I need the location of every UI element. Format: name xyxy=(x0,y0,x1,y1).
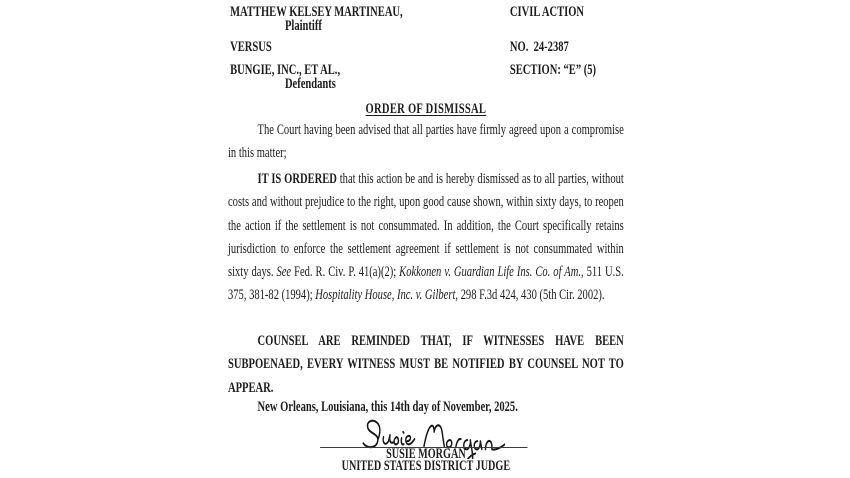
paragraph-it-is-ordered: IT IS ORDERED that this action be and is hereby dismissed as to all parties, without costs and without prejudice to the right, upon good cause shown, within sixty days, to reopen the action if the settlement is not consummated. In addition, the Court specifically retains jurisdiction to enforce the settlement agreement if settlement is not consummated within sixty days. See Fed. R. Civ. P. 41(a)(2); Kokkonen v. Guardian Life Ins. Co. of Am., 511 U.S. 375, 381-82 (1994); Hospitality House, Inc. v. Gilbert, 298 F.3d 424, 430 (5th Cir. 2002). xyxy=(228,171,624,304)
section-label: SECTION: “E” (5) xyxy=(509,62,597,78)
order-of-dismissal-document xyxy=(228,0,624,478)
defendant-role: Defendants xyxy=(284,76,336,92)
plaintiff-name: MATTHEW KELSEY MARTINEAU, xyxy=(230,4,403,20)
versus-label: VERSUS xyxy=(230,39,272,55)
case-number: NO. 24-2387 xyxy=(509,39,569,55)
defendant-name: BUNGIE, INC., ET AL., xyxy=(230,62,341,78)
civil-action-label: CIVIL ACTION xyxy=(509,4,585,20)
signer-title: UNITED STATES DISTRICT JUDGE xyxy=(341,457,511,474)
plaintiff-role: Plaintiff xyxy=(284,18,322,34)
paragraph-counsel-notice: COUNSEL ARE REMINDED THAT, IF WITNESSES HAVE BEEN SUBPOENAED, EVERY WITNESS MUST BE NOTIFIED BY COUNSEL NOT TO APPEAR. xyxy=(228,333,624,396)
paragraph-compromise: The Court having been advised that all parties have firmly agreed upon a compromise in this matter; xyxy=(228,122,624,162)
order-title: ORDER OF DISMISSAL xyxy=(365,101,487,117)
date-place-line: New Orleans, Louisiana, this 14th day of November, 2025. xyxy=(257,399,518,415)
signer-name: SUSIE MORGAN xyxy=(386,446,466,462)
